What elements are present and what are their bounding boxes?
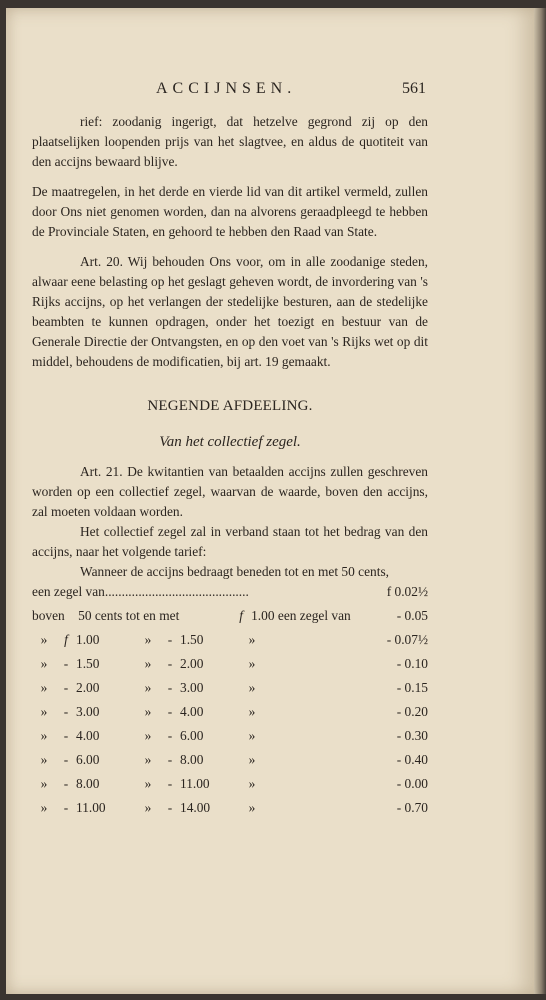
quote-mark: »: [144, 656, 152, 671]
paragraph-art-20: Art. 20. Wij behouden Ons voor, om in alle zoodanige steden, alwaar eene belasting op het geslagt geheven wordt, de invordering van 's Rijks accijns, op het verlangen der stedelijke besturen, aan de stedelijke beambten te kunnen opdragen, onder het toezigt en bestuur van de Generale Directie der Ontvangsten, en op den voet van 's Rijks wet op dit middel, behoudens de modificatien, bij art. 19 gemaakt.: [32, 254, 428, 369]
section-subheading: Van het collectief zegel.: [159, 434, 301, 450]
amount-from: 8.00: [76, 776, 100, 791]
page-number: 561: [402, 80, 426, 97]
quote-mark: »: [248, 632, 256, 647]
quote-mark: »: [40, 656, 48, 671]
quote-mark: »: [144, 776, 152, 791]
paragraph-continued: rief: zoodanig ingerigt, dat hetzelve gegrond zij op den plaatselijken loopenden prijs van het slagtvee, en aldus de quotiteit van den accijns bewaard blijve.: [32, 114, 428, 169]
currency-prefix: -: [63, 776, 69, 791]
dash-prefix: -: [167, 776, 173, 791]
amount-to: 14.00: [180, 800, 211, 815]
quote-mark: »: [248, 704, 256, 719]
currency-prefix: f: [64, 632, 68, 647]
running-head: ACCIJNSEN.: [156, 80, 297, 97]
dash-prefix: -: [167, 704, 173, 719]
amount-to: 2.00: [180, 656, 204, 671]
tariff-row: [32, 628, 428, 652]
quote-mark: »: [144, 728, 152, 743]
quote-mark: »: [40, 632, 48, 647]
quote-mark: »: [248, 680, 256, 695]
amount-to: 6.00: [180, 728, 204, 743]
quote-mark: »: [40, 728, 48, 743]
tariff-row: [32, 676, 428, 700]
page-body: [32, 112, 428, 820]
amount-from: 2.00: [76, 680, 100, 695]
quote-mark: »: [40, 752, 48, 767]
tariff-header-cell-from: boven 50 cents tot en met: [32, 608, 180, 623]
paragraph-maatregelen: De maatregelen, in het derde en vierde lid van dit artikel vermeld, zullen door Ons niet genomen worden, dan na alvorens geraadpleegd te hebben de Provinciale Staten, en gehoord te hebben den Raad van State.: [32, 184, 428, 239]
tariff-header-cell-rate: - 0.05: [396, 608, 428, 623]
currency-prefix: -: [63, 656, 69, 671]
currency-prefix: -: [63, 704, 69, 719]
first-rate-line: [32, 582, 428, 602]
first-rate-label: een zegel van...........................................: [32, 584, 249, 599]
quote-mark: »: [144, 752, 152, 767]
tariff-header-cell-to: 1.00 een zegel van: [251, 608, 351, 623]
currency-prefix: -: [63, 680, 69, 695]
first-rate-value: f 0.02½: [386, 584, 428, 599]
dash-prefix: -: [167, 800, 173, 815]
tariff-row: [32, 652, 428, 676]
tariff-header-cell-pre: f: [239, 608, 243, 623]
quote-mark: »: [248, 656, 256, 671]
quote-mark: »: [144, 680, 152, 695]
tariff-row: [32, 700, 428, 724]
tariff-row: [32, 772, 428, 796]
dash-prefix: -: [167, 680, 173, 695]
amount-from: 4.00: [76, 728, 100, 743]
quote-mark: »: [248, 776, 256, 791]
dash-prefix: -: [167, 656, 173, 671]
amount-to: 11.00: [180, 776, 210, 791]
stamp-rate: - 0.15: [396, 680, 428, 695]
page-edge: [534, 8, 546, 994]
tariff-row: [32, 748, 428, 772]
quote-mark: »: [144, 704, 152, 719]
quote-mark: »: [40, 776, 48, 791]
quote-mark: »: [248, 728, 256, 743]
paragraph-wanneer: Wanneer de accijns bedraagt beneden tot en met 50 cents,: [80, 564, 390, 579]
tariff-table: [32, 604, 428, 628]
section-heading: NEGENDE AFDEELING.: [147, 398, 313, 414]
amount-from: 1.00: [76, 632, 100, 647]
stamp-rate: - 0.30: [396, 728, 428, 743]
tariff-row: [32, 796, 428, 820]
stamp-rate: - 0.20: [396, 704, 428, 719]
amount-from: 11.00: [76, 800, 106, 815]
amount-from: 6.00: [76, 752, 100, 767]
quote-mark: »: [40, 680, 48, 695]
tariff-header-row: [32, 604, 428, 628]
quote-mark: »: [248, 800, 256, 815]
dash-prefix: -: [167, 752, 173, 767]
quote-mark: »: [40, 704, 48, 719]
amount-to: 8.00: [180, 752, 204, 767]
currency-prefix: -: [63, 800, 69, 815]
dash-prefix: -: [167, 632, 173, 647]
amount-to: 4.00: [180, 704, 204, 719]
stamp-rate: - 0.07½: [386, 632, 428, 647]
tariff-row: [32, 724, 428, 748]
quote-mark: »: [248, 752, 256, 767]
amount-from: 1.50: [76, 656, 100, 671]
dash-prefix: -: [167, 728, 173, 743]
paragraph-tarief-intro: Het collectief zegel zal in verband staan tot het bedrag van den accijns, naar het volgende tarief:: [32, 524, 428, 559]
amount-from: 3.00: [76, 704, 100, 719]
paragraph-art-21: Art. 21. De kwitantien van betaalden accijns zullen geschreven worden op een collectief zegel, waarvan de waarde, boven den accijns, zal moeten voldaan worden.: [32, 464, 428, 519]
stamp-rate: - 0.10: [396, 656, 428, 671]
stamp-rate: - 0.40: [396, 752, 428, 767]
currency-prefix: -: [63, 728, 69, 743]
tariff-rows: [32, 628, 428, 820]
stamp-rate: - 0.00: [396, 776, 428, 791]
amount-to: 3.00: [180, 680, 204, 695]
quote-mark: »: [40, 800, 48, 815]
currency-prefix: -: [63, 752, 69, 767]
quote-mark: »: [144, 632, 152, 647]
amount-to: 1.50: [180, 632, 204, 647]
stamp-rate: - 0.70: [396, 800, 428, 815]
quote-mark: »: [144, 800, 152, 815]
